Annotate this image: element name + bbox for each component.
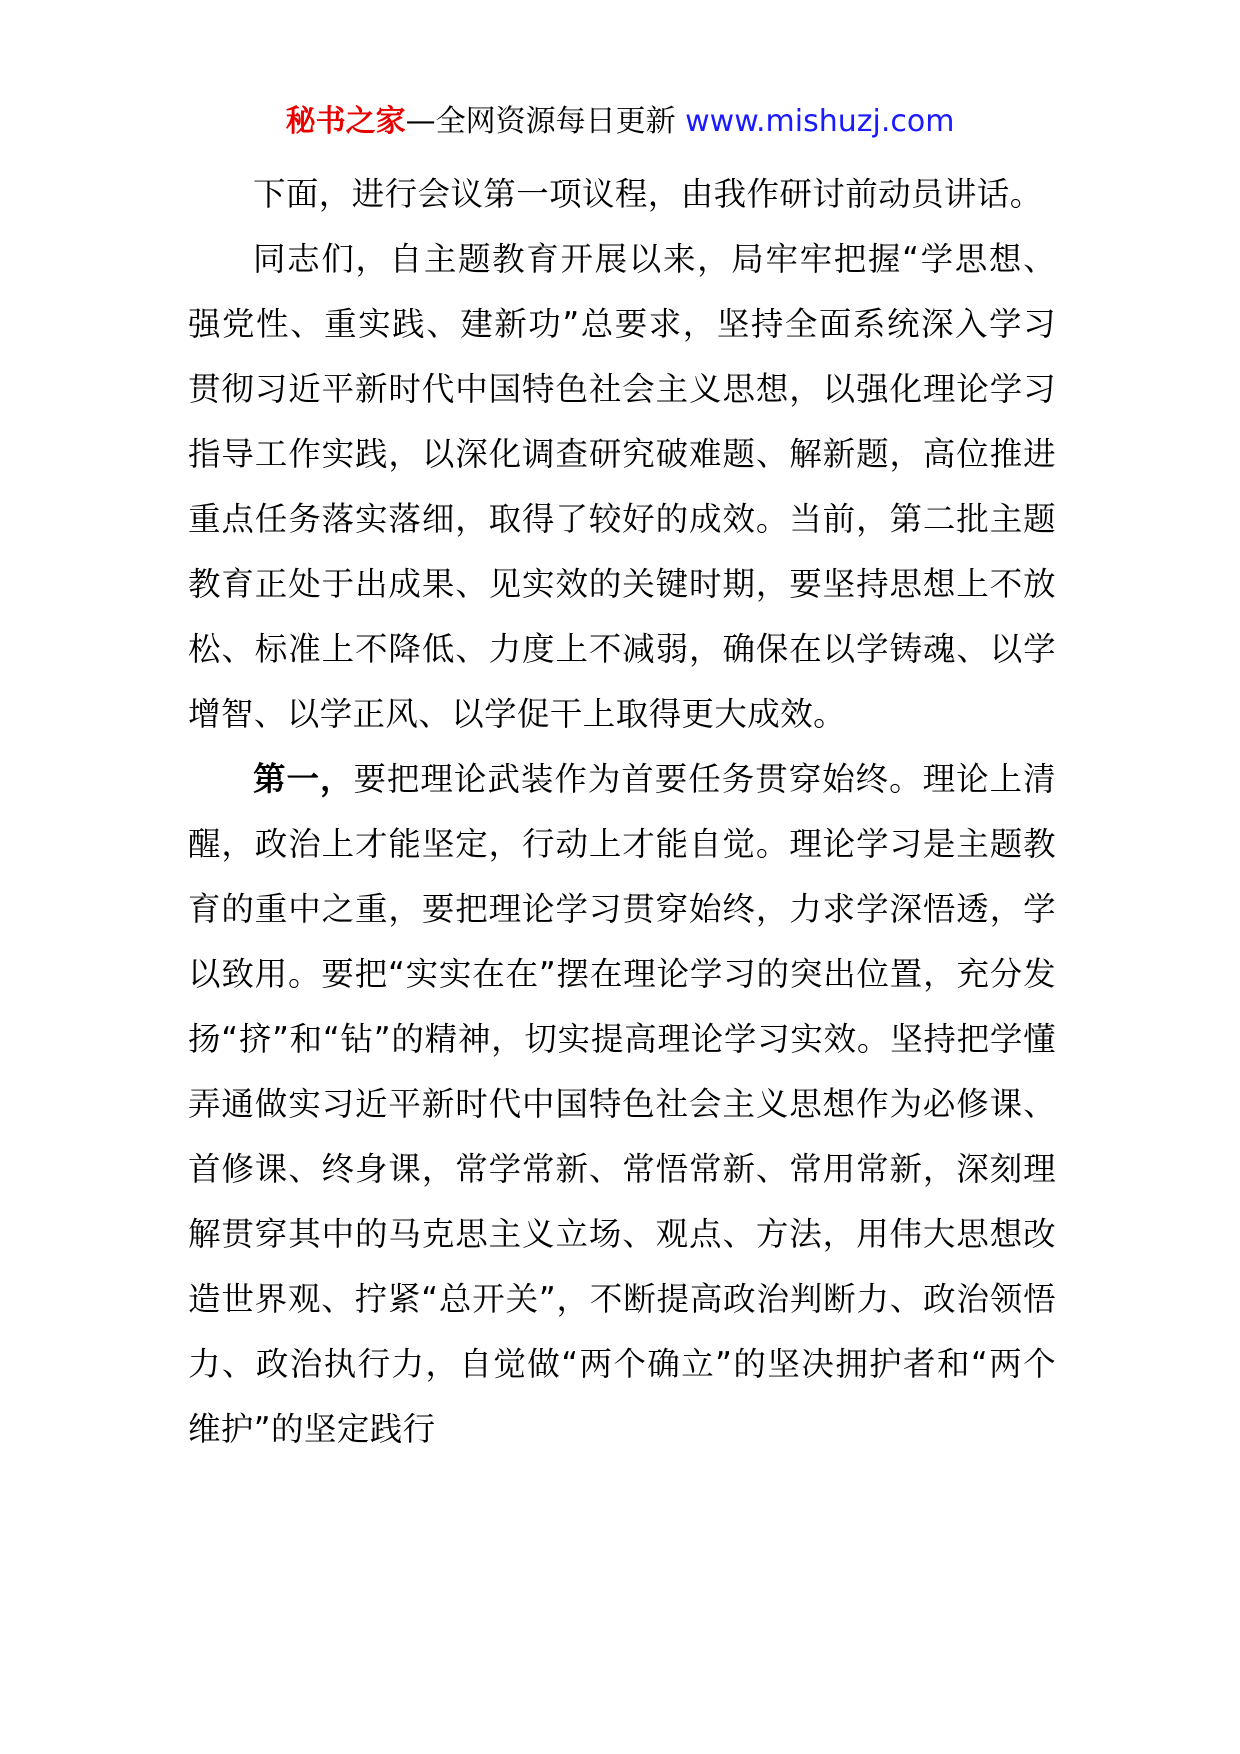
point-lead: 第一， (253, 760, 354, 798)
point-text: 要把理论武装作为首要任务贯穿始终。理论上清醒，政治上才能坚定，行动上才能自觉。理论学习是主题教育的重中之重，要把理论学习贯穿始终，力求学深悟透，学以致用。要把“实实在在”摆在理论学习的突出位置，充分发扬“挤”和“钻”的精神，切实提高理论学习实效。坚持把学懂弄通做实习近平新时代中国特色社会主义思想作为必修课、首修课、终身课，常学常新、常悟常新、常用常新，深刻理解贯穿其中的马克思主义立场、观点、方法，用伟大思想改造世界观、拧紧“总开关”，不断提高政治判断力、政治领悟力、政治执行力，自觉做“两个确立”的坚决拥护者和“两个维护”的坚定践行 (188, 760, 1056, 1448)
brand-name: 秘书之家 (285, 104, 406, 139)
page-header (0, 100, 1240, 144)
paragraph-first-point (188, 747, 1056, 1462)
site-url-link[interactable]: www.mishuzj.com (685, 104, 955, 139)
paragraph-intro: 下面，进行会议第一项议程，由我作研讨前动员讲话。 (253, 175, 1043, 213)
paragraph-overview: 同志们，自主题教育开展以来，局牢牢把握“学思想、强党性、重实践、建新功”总要求，坚持全面系统深入学习贯彻习近平新时代中国特色社会主义思想，以强化理论学习指导工作实践，以深化调查研究破难题、解新题，高位推进重点任务落实落细，取得了较好的成效。当前，第二批主题教育正处于出成果、见实效的关键时期，要坚持思想上不放松、标准上不降低、力度上不减弱，确保在以学铸魂、以学增智、以学正风、以学促干上取得更大成效。 (188, 240, 1056, 733)
header-tagline: —全网资源每日更新 (405, 104, 686, 139)
document-body (188, 162, 1056, 1462)
